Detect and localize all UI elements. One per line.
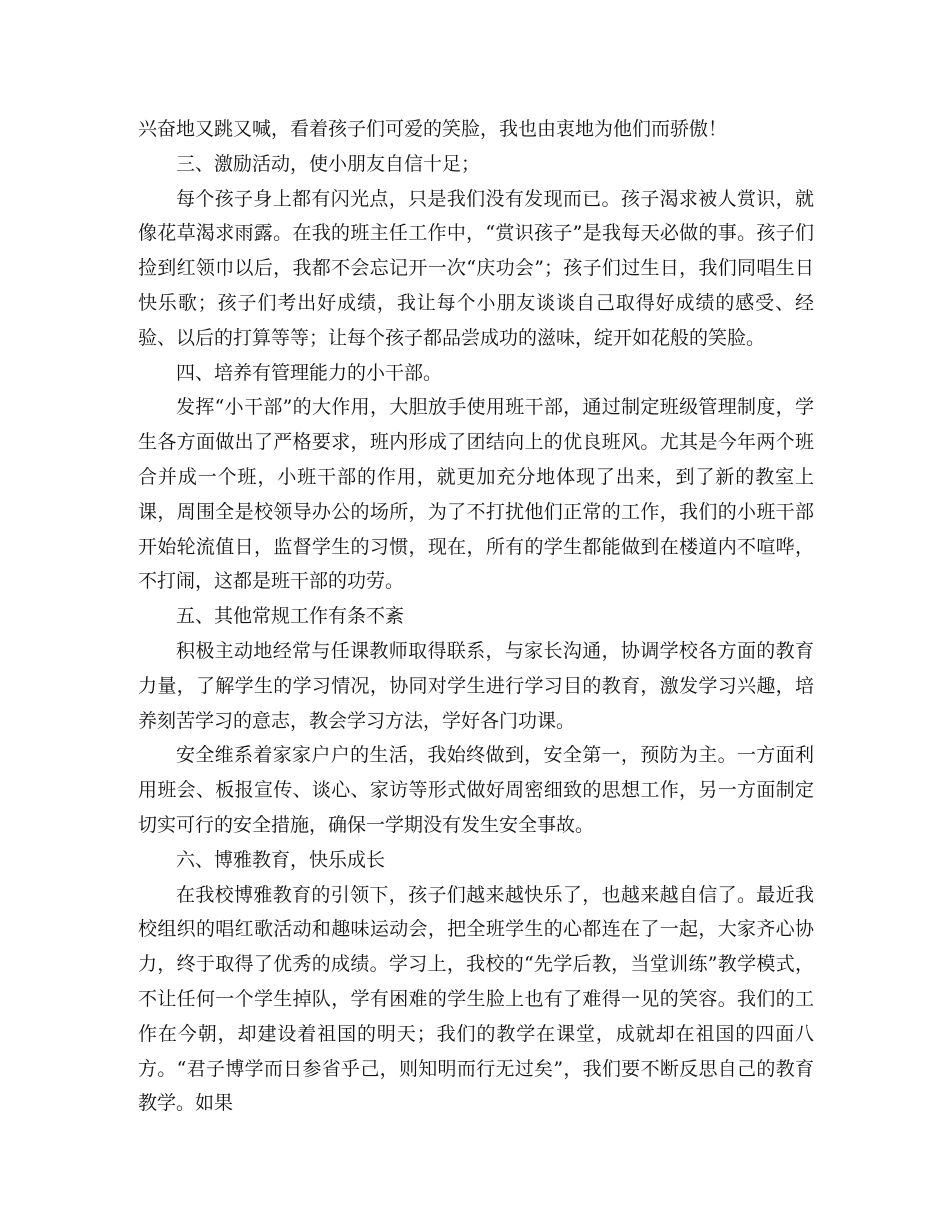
paragraph: 积极主动地经常与任课教师取得联系，与家长沟通，协调学校各方面的教育力量，了解学生的学习情况，协同对学生进行学习目的教育，激发学习兴趣，培养刻苦学习的意志，教会学习方法，学好各门功课。 [138,639,814,732]
paragraph: 每个孩子身上都有闪光点，只是我们没有发现而已。孩子渴求被人赏识，就像花草渴求雨露。在我的班主任工作中，“赏识孩子”是我每天必做的事。孩子们捡到红领巾以后，我都不会忘记开一次“庆功会”；孩子们过生日，我们同唱生日快乐歌；孩子们考出好成绩，我让每个小朋友谈谈自己取得好成绩的感受、经验、以后的打算等等；让每个孩子都品尝成功的滋味，绽开如花般的笑脸。 [138,187,814,349]
heading-section-6: 六、博雅教育，快乐成长 [176,848,386,871]
paragraph: 安全维系着家家户户的生活，我始终做到，安全第一，预防为主。一方面利用班会、板报宣传、谈心、家访等形式做好周密细致的思想工作，另一方面制定切实可行的安全措施，确保一学期没有发生安全事故。 [138,744,814,836]
document-body [138,112,814,1121]
heading-section-4: 四、培养有管理能力的小干部。 [176,361,443,384]
paragraph-continued: 兴奋地又跳又喊，看着孩子们可爱的笑脸，我也由衷地为他们而骄傲！ [138,118,728,140]
paragraph: 在我校博雅教育的引领下，孩子们越来越快乐了，也越来越自信了。最近我校组织的唱红歌活动和趣味运动会，把全班学生的心都连在了一起，大家齐心协力，终于取得了优秀的成绩。学习上，我校的“先学后教，当堂训练”教学模式，不让任何一个学生掉队，学有困难的学生脸上也有了难得一见的笑容。我们的工作在今朝，却建设着祖国的明天；我们的教学在课堂，成就却在祖国的四面八方。“君子博学而日参省乎己，则知明而行无过矣”，我们要不断反思自己的教育教学。如果 [138,883,814,1115]
heading-section-5: 五、其他常规工作有条不紊 [176,605,405,628]
heading-section-3: 三、激励活动，使小朋友自信十足； [176,152,481,175]
paragraph: 发挥“小干部”的大作用，大胆放手使用班干部，通过制定班级管理制度，学生各方面做出了严格要求，班内形成了团结向上的优良班风。尤其是今年两个班合并成一个班，小班干部的作用，就更加充分地体现了出来，到了新的教室上课，周围全是校领导办公的场所，为了不打扰他们正常的工作，我们的小班干部开始轮流值日，监督学生的习惯，现在，所有的学生都能做到在楼道内不喧哗，不打闹，这都是班干部的功劳。 [138,396,814,593]
